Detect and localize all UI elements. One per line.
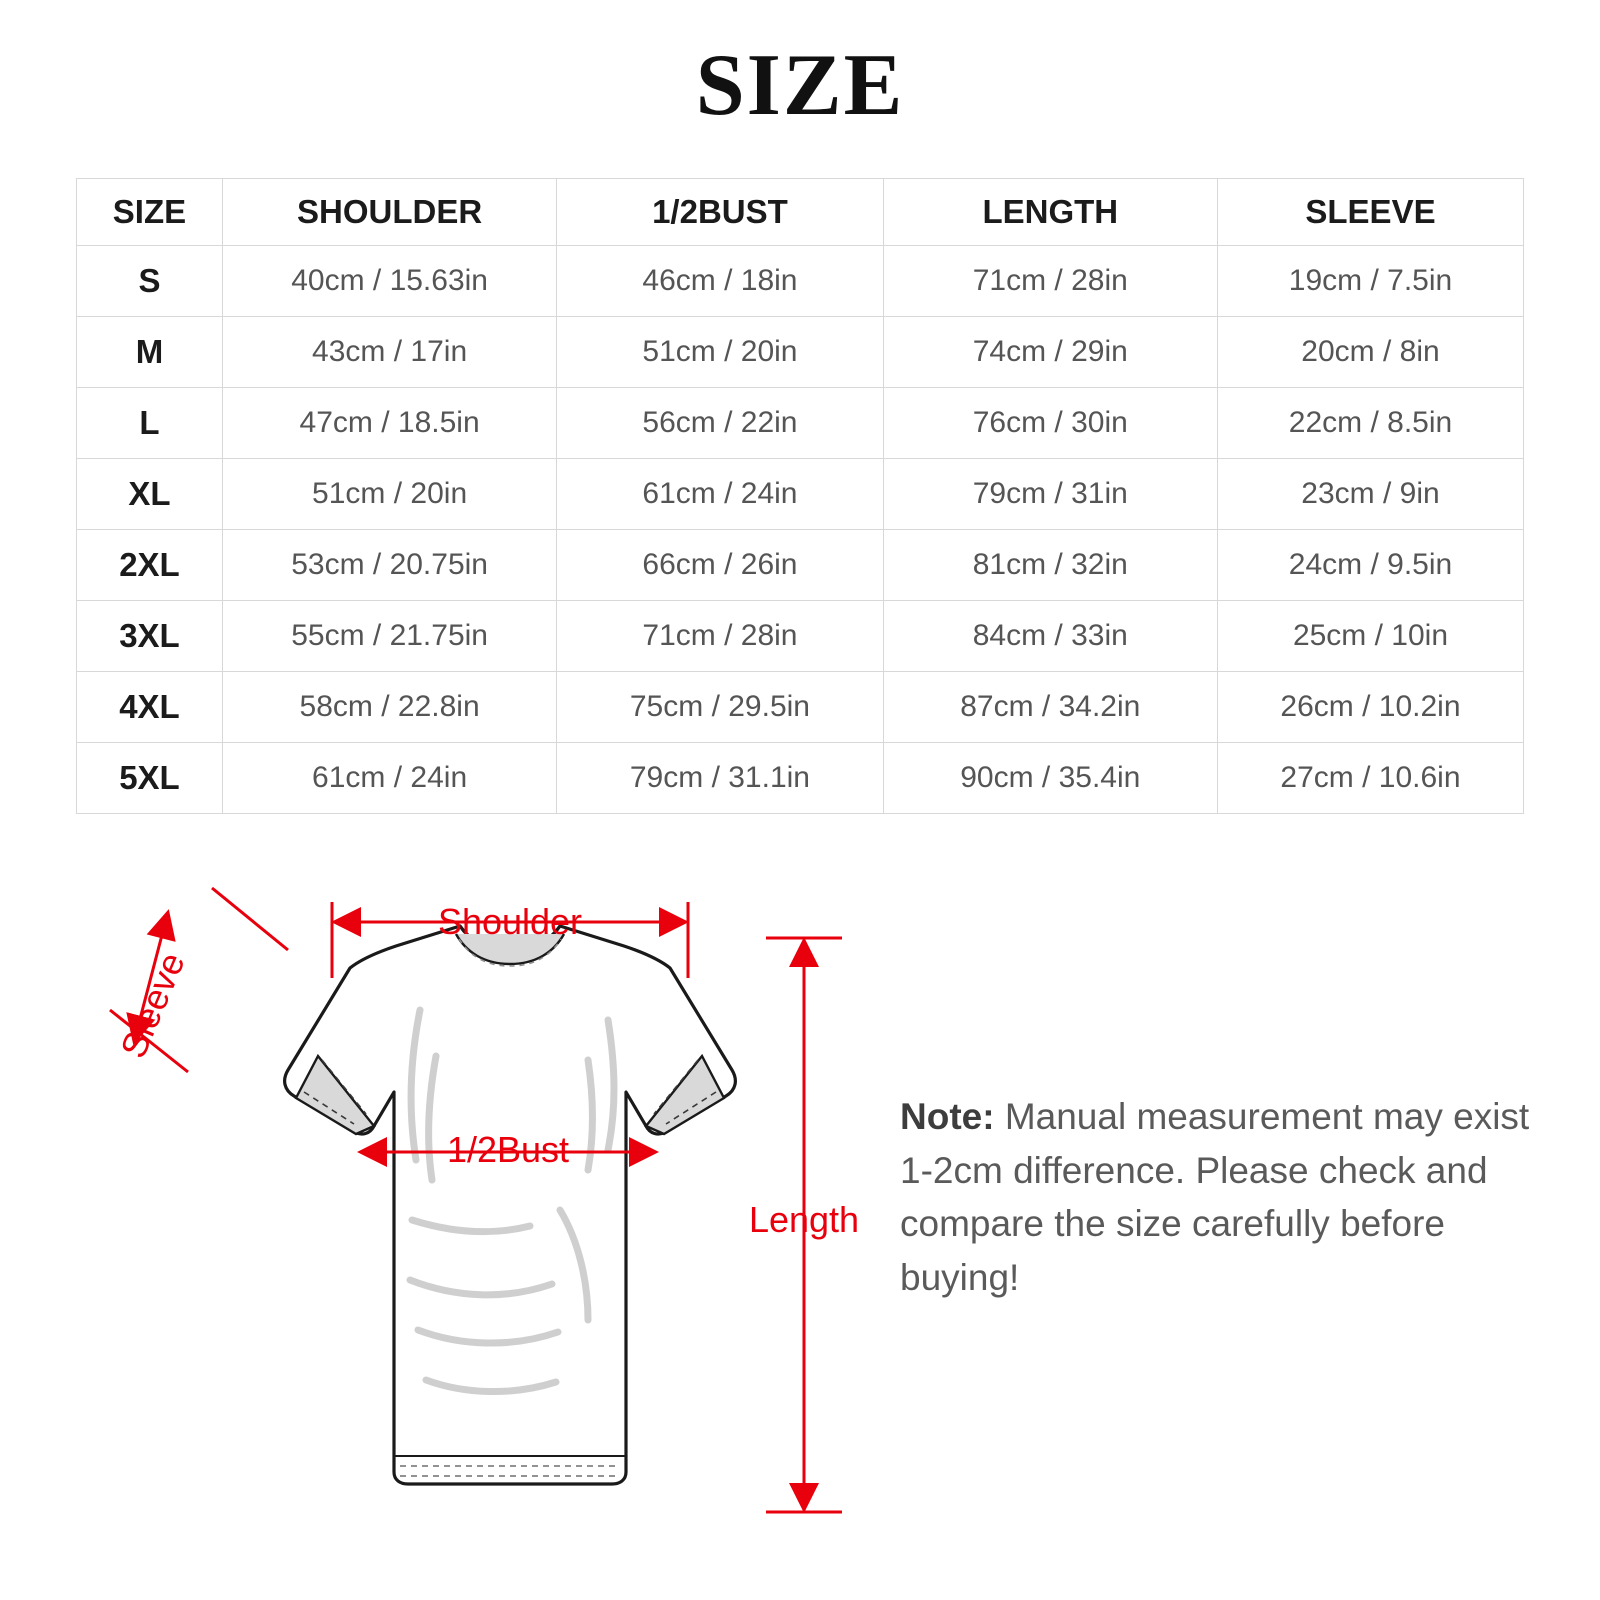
cell-shoulder: 53cm / 20.75in [222, 530, 556, 601]
table-row [77, 246, 1524, 317]
cell-size: 4XL [77, 672, 223, 743]
tshirt-measurement-illustration [60, 860, 860, 1560]
cell-bust: 61cm / 24in [557, 459, 883, 530]
cell-length: 71cm / 28in [883, 246, 1217, 317]
cell-sleeve: 27cm / 10.6in [1217, 743, 1523, 814]
cell-shoulder: 51cm / 20in [222, 459, 556, 530]
cell-length: 84cm / 33in [883, 601, 1217, 672]
cell-length: 76cm / 30in [883, 388, 1217, 459]
table-row [77, 317, 1524, 388]
table-row [77, 601, 1524, 672]
cell-size: 3XL [77, 601, 223, 672]
size-chart-table [76, 178, 1524, 814]
cell-length: 74cm / 29in [883, 317, 1217, 388]
cell-sleeve: 25cm / 10in [1217, 601, 1523, 672]
cell-shoulder: 43cm / 17in [222, 317, 556, 388]
column-header-sleeve: SLEEVE [1217, 179, 1523, 246]
bust-label: 1/2Bust [446, 1129, 570, 1170]
cell-bust: 66cm / 26in [557, 530, 883, 601]
shoulder-label: Shoulder [437, 901, 583, 942]
column-header-bust: 1/2BUST [557, 179, 883, 246]
table-row [77, 672, 1524, 743]
cell-length: 79cm / 31in [883, 459, 1217, 530]
cell-sleeve: 26cm / 10.2in [1217, 672, 1523, 743]
length-label: Length [748, 1199, 860, 1240]
table-row [77, 388, 1524, 459]
cell-length: 87cm / 34.2in [883, 672, 1217, 743]
cell-bust: 75cm / 29.5in [557, 672, 883, 743]
column-header-length: LENGTH [883, 179, 1217, 246]
cell-size: M [77, 317, 223, 388]
sleeve-label: Sleeve [112, 946, 193, 1064]
column-header-size: SIZE [77, 179, 223, 246]
cell-size: XL [77, 459, 223, 530]
cell-size: 2XL [77, 530, 223, 601]
cell-shoulder: 58cm / 22.8in [222, 672, 556, 743]
cell-bust: 51cm / 20in [557, 317, 883, 388]
cell-shoulder: 55cm / 21.75in [222, 601, 556, 672]
cell-length: 90cm / 35.4in [883, 743, 1217, 814]
cell-sleeve: 22cm / 8.5in [1217, 388, 1523, 459]
cell-shoulder: 61cm / 24in [222, 743, 556, 814]
cell-bust: 56cm / 22in [557, 388, 883, 459]
tshirt-graphic [285, 926, 736, 1484]
cell-bust: 79cm / 31.1in [557, 743, 883, 814]
note-block [900, 1090, 1540, 1305]
cell-size: 5XL [77, 743, 223, 814]
cell-size: S [77, 246, 223, 317]
note-text: Manual measurement may exist 1-2cm difference. Please check and compare the size carefully before buying! [900, 1096, 1530, 1298]
cell-size: L [77, 388, 223, 459]
table-header-row [77, 179, 1524, 246]
table-row [77, 530, 1524, 601]
table-row [77, 459, 1524, 530]
cell-sleeve: 23cm / 9in [1217, 459, 1523, 530]
cell-sleeve: 20cm / 8in [1217, 317, 1523, 388]
cell-sleeve: 19cm / 7.5in [1217, 246, 1523, 317]
note-label: Note: [900, 1096, 995, 1137]
cell-bust: 71cm / 28in [557, 601, 883, 672]
cell-length: 81cm / 32in [883, 530, 1217, 601]
table-row [77, 743, 1524, 814]
cell-bust: 46cm / 18in [557, 246, 883, 317]
column-header-shoulder: SHOULDER [222, 179, 556, 246]
page-title: SIZE [695, 37, 905, 134]
cell-sleeve: 24cm / 9.5in [1217, 530, 1523, 601]
cell-shoulder: 47cm / 18.5in [222, 388, 556, 459]
cell-shoulder: 40cm / 15.63in [222, 246, 556, 317]
